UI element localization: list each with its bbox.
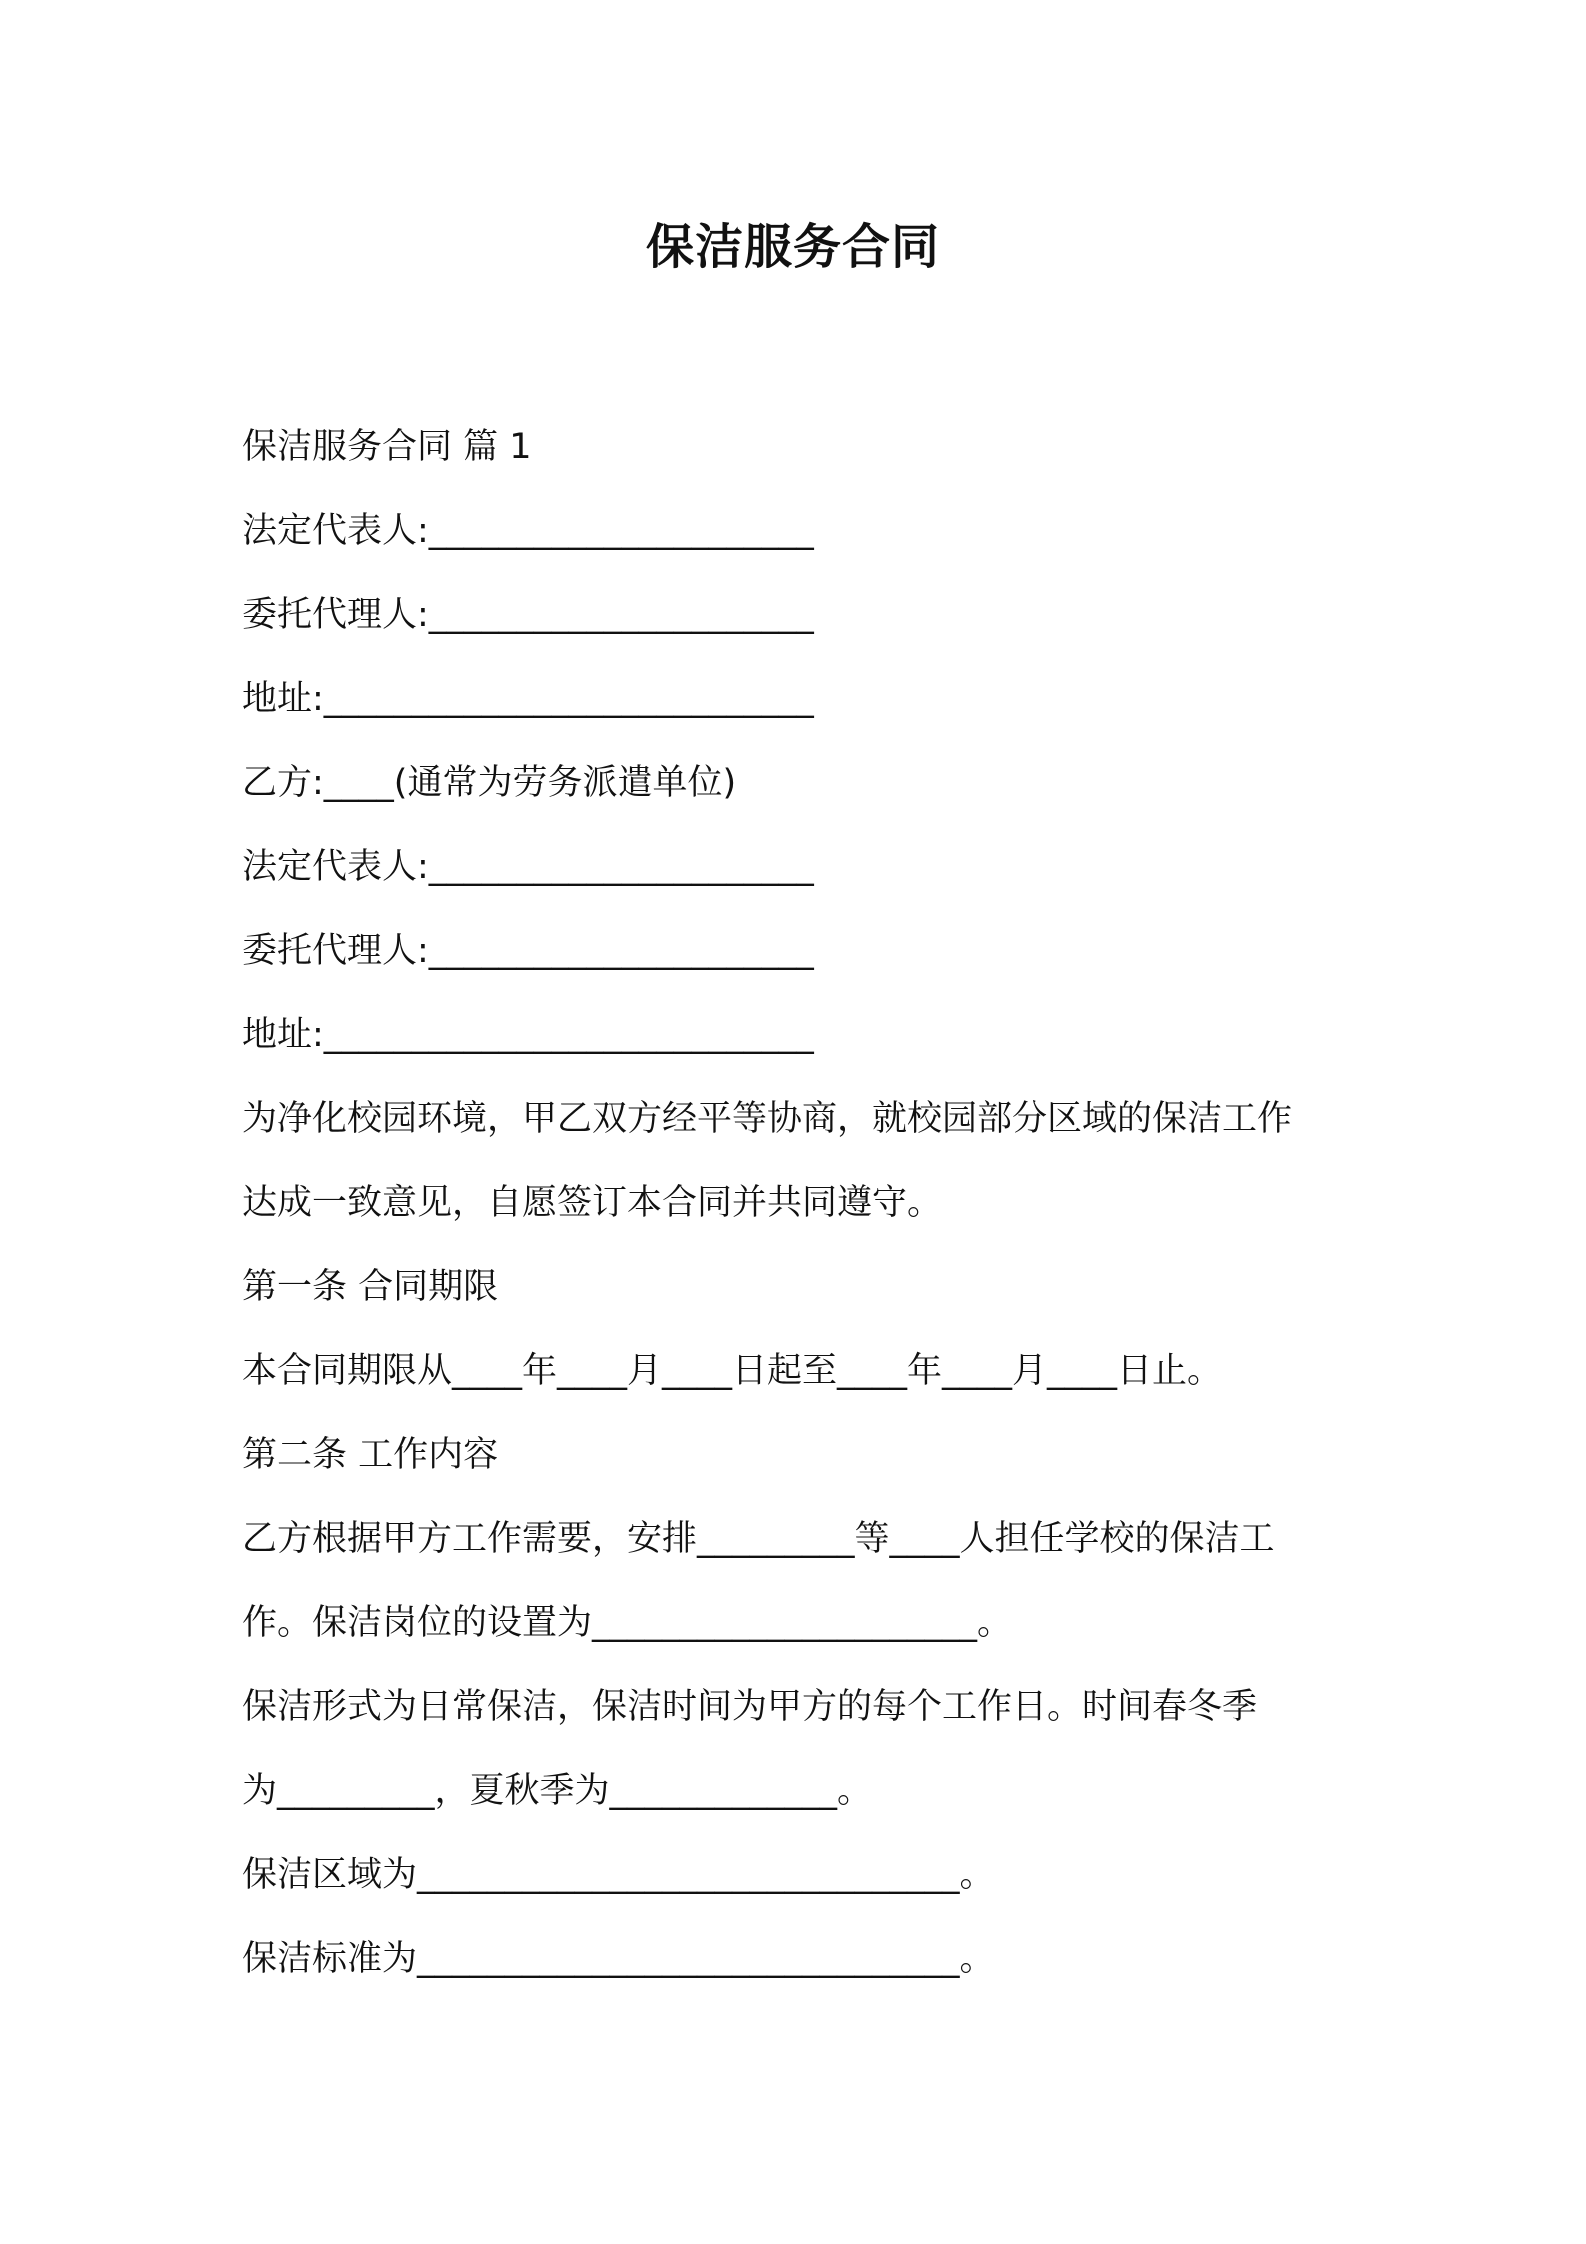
cleaning-standard: 保洁标准为_______________________________。 (242, 1939, 995, 1979)
document-body (242, 405, 1372, 2001)
party-b-name: 乙方:____(通常为劳务派遣单位) (242, 763, 737, 803)
article-2-heading: 第二条 工作内容 (242, 1435, 499, 1475)
party-b-legal-representative: 法定代表人:______________________ (242, 847, 814, 887)
cleaning-area: 保洁区域为_______________________________。 (242, 1855, 995, 1895)
preamble-line-1: 为净化校园环境，甲乙双方经平等协商，就校园部分区域的保洁工作 (242, 1099, 1293, 1139)
article-1-heading: 第一条 合同期限 (242, 1267, 499, 1307)
section-heading: 保洁服务合同 篇 1 (242, 427, 532, 467)
article-2-line-2: 作。保洁岗位的设置为______________________。 (242, 1603, 1013, 1643)
party-a-legal-representative: 法定代表人:______________________ (242, 511, 814, 551)
preamble-line-2: 达成一致意见，自愿签订本合同并共同遵守。 (242, 1183, 943, 1223)
article-2-line-3: 保洁形式为日常保洁，保洁时间为甲方的每个工作日。时间春冬季 (242, 1687, 1258, 1727)
article-2-line-4: 为_________，夏秋季为_____________。 (242, 1771, 873, 1811)
article-2-line-1: 乙方根据甲方工作需要，安排_________等____人担任学校的保洁工 (242, 1519, 1275, 1559)
document-title: 保洁服务合同 (645, 219, 940, 275)
party-b-address: 地址:____________________________ (242, 1015, 814, 1055)
article-1-term: 本合同期限从____年____月____日起至____年____月____日止。 (242, 1351, 1223, 1391)
party-b-authorized-agent: 委托代理人:______________________ (242, 931, 814, 971)
party-a-authorized-agent: 委托代理人:______________________ (242, 595, 814, 635)
party-a-address: 地址:____________________________ (242, 679, 814, 719)
